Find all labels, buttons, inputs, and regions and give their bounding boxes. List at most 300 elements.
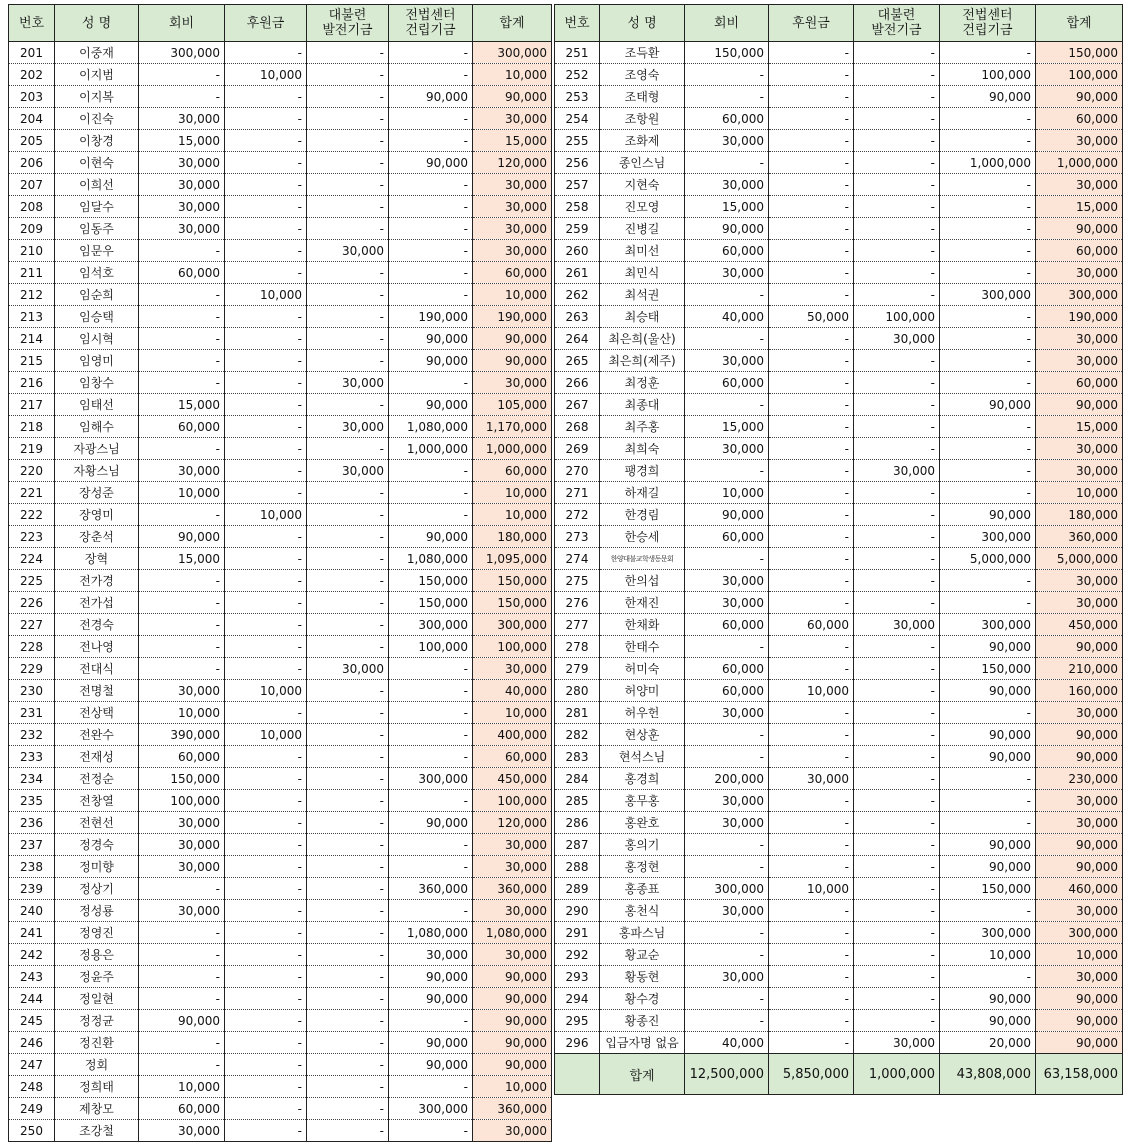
cell-total[interactable]: 30,000 [1036, 790, 1123, 812]
cell-total[interactable]: 90,000 [1036, 218, 1123, 240]
cell-building-fund[interactable]: - [389, 218, 473, 240]
cell-total[interactable]: 30,000 [1036, 130, 1123, 152]
cell-number[interactable]: 209 [9, 218, 55, 240]
cell-name[interactable]: 전명철 [55, 680, 139, 702]
cell-total[interactable]: 450,000 [473, 768, 552, 790]
cell-donation[interactable]: - [225, 812, 307, 834]
cell-name[interactable]: 이지범 [55, 64, 139, 86]
cell-number[interactable]: 275 [555, 570, 600, 592]
cell-fee[interactable]: 60,000 [139, 746, 225, 768]
cell-number[interactable]: 291 [555, 922, 600, 944]
cell-development-fund[interactable]: - [854, 856, 940, 878]
cell-name[interactable]: 전가섭 [55, 592, 139, 614]
summary-spacer-cell[interactable] [555, 1054, 600, 1095]
cell-development-fund[interactable]: - [307, 64, 389, 86]
cell-donation[interactable]: - [769, 416, 854, 438]
cell-fee[interactable]: - [685, 944, 769, 966]
cell-fee[interactable]: - [139, 878, 225, 900]
cell-fee[interactable]: 30,000 [139, 174, 225, 196]
header-number[interactable]: 번호 [9, 5, 55, 42]
cell-number[interactable]: 296 [555, 1032, 600, 1054]
cell-building-fund[interactable]: - [940, 218, 1036, 240]
cell-number[interactable]: 235 [9, 790, 55, 812]
cell-development-fund[interactable]: - [307, 988, 389, 1010]
cell-total[interactable]: 30,000 [1036, 262, 1123, 284]
cell-development-fund[interactable]: 100,000 [854, 306, 940, 328]
cell-donation[interactable]: - [769, 504, 854, 526]
cell-name[interactable]: 홍완호 [600, 812, 685, 834]
cell-development-fund[interactable]: - [854, 900, 940, 922]
cell-number[interactable]: 292 [555, 944, 600, 966]
cell-fee[interactable]: 30,000 [685, 702, 769, 724]
cell-building-fund[interactable]: - [389, 108, 473, 130]
cell-total[interactable]: 10,000 [1036, 944, 1123, 966]
cell-number[interactable]: 290 [555, 900, 600, 922]
cell-development-fund[interactable]: - [854, 130, 940, 152]
cell-fee[interactable]: - [685, 1010, 769, 1032]
cell-number[interactable]: 261 [555, 262, 600, 284]
cell-number[interactable]: 282 [555, 724, 600, 746]
cell-name[interactable]: 이중재 [55, 42, 139, 64]
cell-name[interactable]: 정성룡 [55, 900, 139, 922]
cell-fee[interactable]: 60,000 [139, 416, 225, 438]
cell-total[interactable]: 10,000 [1036, 482, 1123, 504]
cell-name[interactable]: 최미선 [600, 240, 685, 262]
cell-building-fund[interactable]: - [389, 240, 473, 262]
cell-number[interactable]: 225 [9, 570, 55, 592]
cell-total[interactable]: 60,000 [473, 262, 552, 284]
cell-fee[interactable]: 30,000 [139, 196, 225, 218]
cell-building-fund[interactable]: - [940, 966, 1036, 988]
cell-donation[interactable]: - [769, 856, 854, 878]
cell-development-fund[interactable]: - [307, 1098, 389, 1120]
cell-number[interactable]: 288 [555, 856, 600, 878]
cell-development-fund[interactable]: - [307, 834, 389, 856]
cell-fee[interactable]: 30,000 [685, 130, 769, 152]
cell-number[interactable]: 240 [9, 900, 55, 922]
cell-number[interactable]: 237 [9, 834, 55, 856]
cell-donation[interactable]: - [225, 416, 307, 438]
cell-development-fund[interactable]: - [307, 438, 389, 460]
cell-name[interactable]: 황종진 [600, 1010, 685, 1032]
cell-number[interactable]: 277 [555, 614, 600, 636]
cell-fee[interactable]: 30,000 [139, 856, 225, 878]
cell-donation[interactable]: - [225, 746, 307, 768]
cell-fee[interactable]: - [685, 636, 769, 658]
cell-fee[interactable]: 390,000 [139, 724, 225, 746]
cell-building-fund[interactable]: - [389, 1120, 473, 1142]
cell-name[interactable]: 조강철 [55, 1120, 139, 1142]
cell-total[interactable]: 450,000 [1036, 614, 1123, 636]
cell-number[interactable]: 221 [9, 482, 55, 504]
cell-development-fund[interactable]: - [307, 724, 389, 746]
cell-fee[interactable]: 30,000 [685, 900, 769, 922]
cell-total[interactable]: 30,000 [1036, 592, 1123, 614]
cell-name[interactable]: 조태형 [600, 86, 685, 108]
cell-total[interactable]: 120,000 [473, 812, 552, 834]
cell-development-fund[interactable]: - [307, 614, 389, 636]
cell-donation[interactable]: - [769, 988, 854, 1010]
cell-development-fund[interactable]: - [854, 416, 940, 438]
cell-fee[interactable]: 300,000 [685, 878, 769, 900]
cell-building-fund[interactable]: 100,000 [940, 64, 1036, 86]
cell-number[interactable]: 294 [555, 988, 600, 1010]
cell-donation[interactable]: - [769, 746, 854, 768]
cell-development-fund[interactable]: - [854, 372, 940, 394]
cell-development-fund[interactable]: - [854, 350, 940, 372]
cell-building-fund[interactable]: - [389, 262, 473, 284]
cell-total[interactable]: 15,000 [473, 130, 552, 152]
cell-name[interactable]: 임승택 [55, 306, 139, 328]
cell-fee[interactable]: 60,000 [685, 680, 769, 702]
cell-development-fund[interactable]: - [307, 174, 389, 196]
cell-development-fund[interactable]: - [854, 768, 940, 790]
cell-donation[interactable]: - [769, 570, 854, 592]
cell-donation[interactable]: - [769, 834, 854, 856]
summary-donation[interactable]: 5,850,000 [769, 1054, 854, 1095]
cell-total[interactable]: 90,000 [1036, 988, 1123, 1010]
cell-development-fund[interactable]: - [854, 174, 940, 196]
cell-donation[interactable]: - [225, 856, 307, 878]
cell-development-fund[interactable]: - [307, 86, 389, 108]
cell-number[interactable]: 281 [555, 702, 600, 724]
cell-building-fund[interactable]: 20,000 [940, 1032, 1036, 1054]
cell-number[interactable]: 264 [555, 328, 600, 350]
cell-development-fund[interactable]: - [854, 438, 940, 460]
cell-name[interactable]: 최종대 [600, 394, 685, 416]
cell-donation[interactable]: - [769, 394, 854, 416]
cell-building-fund[interactable]: - [389, 460, 473, 482]
cell-total[interactable]: 30,000 [1036, 328, 1123, 350]
cell-name[interactable]: 황수경 [600, 988, 685, 1010]
cell-name[interactable]: 전정순 [55, 768, 139, 790]
cell-development-fund[interactable]: - [307, 1032, 389, 1054]
cell-total[interactable]: 10,000 [473, 482, 552, 504]
cell-number[interactable]: 246 [9, 1032, 55, 1054]
cell-donation[interactable]: - [225, 152, 307, 174]
cell-donation[interactable]: - [225, 306, 307, 328]
cell-fee[interactable]: 30,000 [139, 460, 225, 482]
cell-donation[interactable]: - [225, 878, 307, 900]
cell-donation[interactable]: - [769, 1010, 854, 1032]
cell-development-fund[interactable]: - [854, 526, 940, 548]
cell-number[interactable]: 214 [9, 328, 55, 350]
header-building-fund[interactable] [940, 5, 1036, 42]
cell-name[interactable]: 한경림 [600, 504, 685, 526]
cell-total[interactable]: 400,000 [473, 724, 552, 746]
cell-donation[interactable]: - [225, 526, 307, 548]
cell-name[interactable]: 조영숙 [600, 64, 685, 86]
cell-total[interactable]: 90,000 [1036, 746, 1123, 768]
cell-building-fund[interactable]: - [940, 482, 1036, 504]
cell-development-fund[interactable]: 30,000 [854, 1032, 940, 1054]
cell-development-fund[interactable]: - [854, 636, 940, 658]
cell-number[interactable]: 212 [9, 284, 55, 306]
cell-total[interactable]: 360,000 [473, 1098, 552, 1120]
cell-total[interactable]: 30,000 [1036, 460, 1123, 482]
cell-fee[interactable]: - [139, 1032, 225, 1054]
cell-total[interactable]: 150,000 [473, 570, 552, 592]
cell-total[interactable]: 30,000 [1036, 350, 1123, 372]
cell-building-fund[interactable]: - [389, 42, 473, 64]
cell-donation[interactable]: - [769, 262, 854, 284]
cell-number[interactable]: 254 [555, 108, 600, 130]
cell-fee[interactable]: 60,000 [685, 614, 769, 636]
cell-donation[interactable]: - [769, 284, 854, 306]
cell-total[interactable]: 15,000 [1036, 196, 1123, 218]
cell-total[interactable]: 10,000 [473, 284, 552, 306]
cell-number[interactable]: 289 [555, 878, 600, 900]
cell-total[interactable]: 60,000 [1036, 108, 1123, 130]
cell-donation[interactable]: - [225, 328, 307, 350]
cell-building-fund[interactable]: - [940, 174, 1036, 196]
cell-number[interactable]: 293 [555, 966, 600, 988]
cell-total[interactable]: 30,000 [1036, 174, 1123, 196]
cell-name[interactable]: 임문우 [55, 240, 139, 262]
cell-donation[interactable]: - [769, 944, 854, 966]
cell-building-fund[interactable]: 30,000 [389, 944, 473, 966]
cell-development-fund[interactable]: - [854, 262, 940, 284]
cell-fee[interactable]: 15,000 [139, 548, 225, 570]
cell-donation[interactable]: - [225, 1098, 307, 1120]
cell-building-fund[interactable]: 90,000 [389, 812, 473, 834]
cell-building-fund[interactable]: 90,000 [389, 152, 473, 174]
cell-development-fund[interactable]: - [854, 988, 940, 1010]
cell-name[interactable]: 최정훈 [600, 372, 685, 394]
cell-building-fund[interactable]: - [389, 196, 473, 218]
cell-donation[interactable]: - [769, 790, 854, 812]
cell-name[interactable]: 이창경 [55, 130, 139, 152]
cell-name[interactable]: 정경숙 [55, 834, 139, 856]
cell-total[interactable]: 60,000 [1036, 372, 1123, 394]
header-total[interactable]: 합계 [1036, 5, 1123, 42]
cell-total[interactable]: 15,000 [1036, 416, 1123, 438]
cell-total[interactable]: 1,000,000 [473, 438, 552, 460]
cell-development-fund[interactable]: - [854, 812, 940, 834]
cell-total[interactable]: 10,000 [473, 64, 552, 86]
cell-building-fund[interactable]: - [389, 284, 473, 306]
cell-development-fund[interactable]: - [854, 790, 940, 812]
cell-fee[interactable]: - [685, 64, 769, 86]
cell-total[interactable]: 300,000 [473, 42, 552, 64]
cell-development-fund[interactable]: - [854, 218, 940, 240]
cell-donation[interactable]: - [225, 790, 307, 812]
cell-name[interactable]: 허우헌 [600, 702, 685, 724]
cell-building-fund[interactable]: 90,000 [389, 394, 473, 416]
cell-name[interactable]: 전경숙 [55, 614, 139, 636]
cell-fee[interactable]: - [685, 328, 769, 350]
cell-name[interactable]: 전나영 [55, 636, 139, 658]
cell-number[interactable]: 260 [555, 240, 600, 262]
cell-name[interactable]: 임해수 [55, 416, 139, 438]
cell-building-fund[interactable]: 300,000 [389, 1098, 473, 1120]
cell-development-fund[interactable]: - [854, 746, 940, 768]
cell-development-fund[interactable]: - [307, 878, 389, 900]
cell-donation[interactable]: - [769, 1032, 854, 1054]
cell-development-fund[interactable]: - [854, 482, 940, 504]
cell-fee[interactable]: - [139, 922, 225, 944]
cell-name[interactable]: 임동주 [55, 218, 139, 240]
cell-development-fund[interactable]: 30,000 [307, 240, 389, 262]
cell-name[interactable]: 한태수 [600, 636, 685, 658]
cell-building-fund[interactable]: 90,000 [940, 1010, 1036, 1032]
cell-building-fund[interactable]: 90,000 [389, 966, 473, 988]
cell-fee[interactable]: - [139, 438, 225, 460]
cell-building-fund[interactable]: - [389, 64, 473, 86]
cell-donation[interactable]: - [225, 988, 307, 1010]
cell-fee[interactable]: 30,000 [685, 812, 769, 834]
cell-fee[interactable]: 60,000 [139, 1098, 225, 1120]
cell-building-fund[interactable]: 300,000 [940, 922, 1036, 944]
cell-donation[interactable]: - [225, 174, 307, 196]
cell-total[interactable]: 90,000 [1036, 636, 1123, 658]
cell-name[interactable]: 최민식 [600, 262, 685, 284]
cell-development-fund[interactable]: - [854, 658, 940, 680]
cell-development-fund[interactable]: 30,000 [854, 460, 940, 482]
cell-number[interactable]: 228 [9, 636, 55, 658]
cell-donation[interactable]: - [769, 900, 854, 922]
cell-total[interactable]: 10,000 [473, 504, 552, 526]
cell-total[interactable]: 30,000 [473, 240, 552, 262]
cell-fee[interactable]: - [139, 636, 225, 658]
cell-name[interactable]: 장성준 [55, 482, 139, 504]
cell-fee[interactable]: 30,000 [685, 790, 769, 812]
cell-total[interactable]: 90,000 [473, 86, 552, 108]
cell-building-fund[interactable]: 300,000 [389, 614, 473, 636]
cell-name[interactable]: 지현숙 [600, 174, 685, 196]
cell-total[interactable]: 10,000 [473, 702, 552, 724]
cell-donation[interactable]: - [225, 394, 307, 416]
cell-name[interactable]: 임시혁 [55, 328, 139, 350]
cell-building-fund[interactable]: 90,000 [389, 988, 473, 1010]
summary-development-fund[interactable]: 1,000,000 [854, 1054, 940, 1095]
cell-fee[interactable]: 15,000 [139, 130, 225, 152]
cell-total[interactable]: 30,000 [473, 900, 552, 922]
cell-development-fund[interactable]: - [307, 196, 389, 218]
cell-total[interactable]: 190,000 [473, 306, 552, 328]
cell-development-fund[interactable]: - [307, 328, 389, 350]
cell-building-fund[interactable]: - [940, 306, 1036, 328]
cell-name[interactable]: 정용은 [55, 944, 139, 966]
cell-development-fund[interactable]: - [854, 702, 940, 724]
cell-total[interactable]: 90,000 [473, 350, 552, 372]
cell-fee[interactable]: 30,000 [685, 262, 769, 284]
cell-name[interactable]: 정영진 [55, 922, 139, 944]
cell-development-fund[interactable]: - [307, 922, 389, 944]
cell-total[interactable]: 30,000 [473, 834, 552, 856]
cell-name[interactable]: 정일현 [55, 988, 139, 1010]
cell-development-fund[interactable]: - [854, 1010, 940, 1032]
cell-fee[interactable]: 90,000 [139, 1010, 225, 1032]
cell-building-fund[interactable]: - [389, 746, 473, 768]
cell-name[interactable]: 진병길 [600, 218, 685, 240]
cell-development-fund[interactable]: - [307, 592, 389, 614]
cell-fee[interactable]: 90,000 [139, 526, 225, 548]
cell-development-fund[interactable]: - [307, 1054, 389, 1076]
cell-fee[interactable]: 10,000 [139, 482, 225, 504]
cell-donation[interactable]: - [225, 570, 307, 592]
cell-building-fund[interactable]: 90,000 [940, 86, 1036, 108]
cell-building-fund[interactable]: 300,000 [389, 768, 473, 790]
cell-donation[interactable]: - [225, 966, 307, 988]
cell-name[interactable]: 장영미 [55, 504, 139, 526]
cell-number[interactable]: 201 [9, 42, 55, 64]
cell-number[interactable]: 203 [9, 86, 55, 108]
cell-development-fund[interactable]: - [307, 306, 389, 328]
cell-development-fund[interactable]: - [854, 834, 940, 856]
cell-fee[interactable]: 60,000 [139, 262, 225, 284]
cell-name[interactable]: 하재길 [600, 482, 685, 504]
cell-building-fund[interactable]: - [940, 900, 1036, 922]
cell-number[interactable]: 263 [555, 306, 600, 328]
cell-donation[interactable]: - [225, 548, 307, 570]
cell-donation[interactable]: 50,000 [769, 306, 854, 328]
cell-fee[interactable]: - [139, 944, 225, 966]
cell-number[interactable]: 276 [555, 592, 600, 614]
cell-number[interactable]: 241 [9, 922, 55, 944]
cell-total[interactable]: 60,000 [473, 746, 552, 768]
cell-building-fund[interactable]: - [389, 482, 473, 504]
cell-fee[interactable]: 30,000 [139, 900, 225, 922]
cell-fee[interactable]: - [685, 284, 769, 306]
cell-development-fund[interactable]: - [854, 922, 940, 944]
cell-total[interactable]: 40,000 [473, 680, 552, 702]
cell-number[interactable]: 283 [555, 746, 600, 768]
cell-number[interactable]: 229 [9, 658, 55, 680]
cell-fee[interactable]: 15,000 [139, 394, 225, 416]
cell-donation[interactable]: - [225, 768, 307, 790]
cell-number[interactable]: 245 [9, 1010, 55, 1032]
cell-development-fund[interactable]: - [854, 548, 940, 570]
cell-name[interactable]: 홍의기 [600, 834, 685, 856]
cell-name[interactable]: 한채화 [600, 614, 685, 636]
cell-building-fund[interactable]: 10,000 [940, 944, 1036, 966]
cell-donation[interactable]: 10,000 [225, 504, 307, 526]
cell-donation[interactable]: - [769, 636, 854, 658]
cell-development-fund[interactable]: 30,000 [307, 460, 389, 482]
cell-total[interactable]: 30,000 [1036, 570, 1123, 592]
cell-name[interactable]: 이진숙 [55, 108, 139, 130]
cell-number[interactable]: 220 [9, 460, 55, 482]
cell-name[interactable]: 임영미 [55, 350, 139, 372]
cell-total[interactable]: 30,000 [473, 372, 552, 394]
cell-development-fund[interactable]: - [854, 42, 940, 64]
cell-fee[interactable]: - [139, 658, 225, 680]
cell-development-fund[interactable]: - [854, 570, 940, 592]
cell-development-fund[interactable]: - [854, 592, 940, 614]
cell-name[interactable]: 최승태 [600, 306, 685, 328]
cell-development-fund[interactable]: - [854, 966, 940, 988]
cell-development-fund[interactable]: - [307, 42, 389, 64]
cell-fee[interactable]: 30,000 [139, 680, 225, 702]
cell-building-fund[interactable]: 300,000 [940, 526, 1036, 548]
cell-building-fund[interactable]: 90,000 [940, 636, 1036, 658]
cell-donation[interactable]: - [769, 218, 854, 240]
cell-fee[interactable]: 40,000 [685, 306, 769, 328]
cell-total[interactable]: 30,000 [473, 658, 552, 680]
cell-building-fund[interactable]: - [940, 130, 1036, 152]
cell-development-fund[interactable]: - [854, 944, 940, 966]
cell-name[interactable]: 임달수 [55, 196, 139, 218]
cell-building-fund[interactable]: - [389, 702, 473, 724]
cell-development-fund[interactable]: - [307, 218, 389, 240]
cell-development-fund[interactable]: - [854, 86, 940, 108]
cell-building-fund[interactable]: 90,000 [940, 746, 1036, 768]
cell-development-fund[interactable]: - [854, 152, 940, 174]
cell-total[interactable]: 90,000 [473, 988, 552, 1010]
cell-total[interactable]: 30,000 [473, 196, 552, 218]
cell-building-fund[interactable]: 90,000 [940, 680, 1036, 702]
